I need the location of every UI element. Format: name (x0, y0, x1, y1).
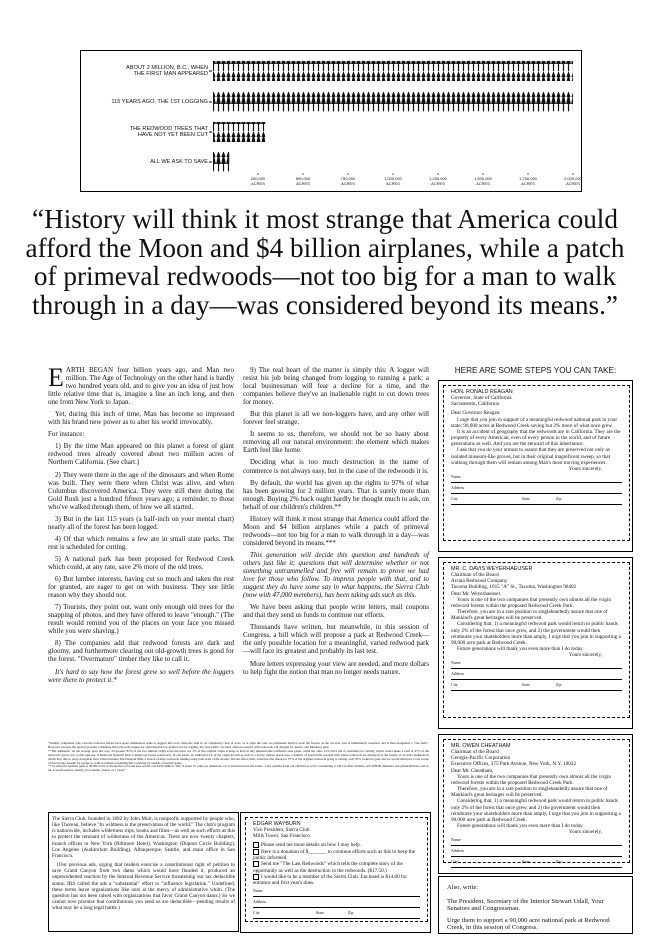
article-column-1 (48, 363, 234, 688)
reagan-para-1: I urge that you join in support of a meaningful redwood national park in your state: 90,000 acres at Redwood Creek saving but 2% more of what once grew. (451, 416, 618, 429)
weyerhaeuser-recipient: MR. C. DAVIS WEYERHAEUSER (451, 566, 533, 572)
col1-para-9: 6) But lumber interests, having cut so much and taken the rest for granted, are eager to get on with business. They see little reason why they should not. (48, 575, 234, 600)
weyerhaeuser-para-3: Considering that, 1) a meaningful redwood park would return to public hands only 2% of the forest that once grew, and 2) the government would then reimburse your shareholders more than amply, I urge that you join in supporting a 90,000 acre park at Redwood Creek. (451, 621, 621, 646)
reagan-signoff: Yours sincerely, (568, 465, 602, 472)
row-label-4 (83, 159, 208, 166)
weyerhaeuser-company: Arcata Redwood Company (451, 578, 508, 585)
weyerhaeuser-para-1: Yours is one of the two companies that presently own almost all the virgin redwood forests within the proposed Redwood Creek Park. (451, 596, 611, 609)
state-label: State (521, 496, 530, 502)
redwood-acreage-chart (80, 50, 582, 192)
weyerhaeuser-para-4: Future generations will thank you even more than I do today. (457, 646, 584, 653)
also-write-box (438, 876, 633, 934)
col2-para-1: 9) The real heart of the matter is simply this: A logger will resist his job being changed from logging to running a park; a local businessman will fear a decline for a time, and the companies believe they've an inalienable right to cut down trees for money. (243, 366, 429, 407)
tick-unit: ACRES (566, 180, 580, 186)
weyerhaeuser-address-field[interactable] (451, 671, 622, 680)
weyerhaeuser-address: Tacoma Building, 1015 "A" St., Tacoma, Washington 98402 (451, 584, 577, 591)
zip-label: Zip (555, 859, 562, 865)
col1-para-11: 8) The companies add that redwood forests are dark and gloomy, and furthermore clearing out old-growth trees is good for the forest. "Overmature" timber they like to call it. (48, 639, 234, 664)
weyerhaeuser-title: Chairman of the Board (451, 572, 499, 579)
weyerhaeuser-signoff: Yours sincerely, (568, 652, 602, 659)
sierra-club-info-box (48, 812, 239, 932)
footnotes (48, 742, 429, 773)
address-label: Address (253, 899, 267, 905)
weyerhaeuser-coupon[interactable] (443, 562, 630, 718)
cheatham-name-field[interactable] (451, 837, 622, 846)
tick-unit: ACRES (521, 180, 535, 186)
col1-para-1: ARTH BEGAN four billion years ago, and Man two million. The Age of Technology on the other hand is hardly two hundred years old, and to give you an idea of just how little relative time that is, imagine a line an inch long, and then one from New York to Japan. (48, 366, 234, 407)
reagan-address: Sacramento, California (451, 401, 500, 408)
tick-label-3 (331, 177, 365, 186)
col2-para-3: It seems to us, therefore, we should not be so hasty about removing all our natural environment: the element which makes Earth feel like home. (243, 430, 429, 455)
option-donation: Here is a donation of $ (261, 849, 309, 855)
reagan-coupon[interactable] (443, 385, 630, 541)
tick-unit: ACRES (386, 180, 400, 186)
state-label: State (521, 859, 530, 865)
col2-para-6: History will think it most strange that America could afford the Moon and $4 billion airplanes while a patch of primeval redwoods—not too big for a man to walk through in a day—was considered beyond its means.*** (243, 514, 429, 547)
reagan-address-field[interactable] (451, 485, 622, 494)
row-label-3 (83, 126, 208, 139)
sierra-para-2: (Our previous ads, urging that readers exercise a constitutional right of petition to save Grand Canyon from two dams which would have flooded it, produced an unprecedented reaction by the Internal Revenue Service threatening our tax deductible status. IRS called the ads a "substantial" effort to "influence legislation." Undefined, these terms leave organizations like ours at the mercy of administrative whim. (The question has not been raised with organizations that favor Grand Canyon dams.) So we cannot now promise that contributions you send us are deductible—pending results of what may be a long legal battle.) (52, 862, 235, 912)
col1-para-3: For instance: (48, 430, 85, 439)
name-label: Name (451, 474, 461, 480)
footnote-2: **The arithmetic, on the acreage goes this way: At present, 85% of the two million virgin acres has been cut. 3% of the original virgin acreage is held in tiny museum-like California state parks, while the other 12% that's left is scheduled for cutting; which would make a total of 97% of the redwoods given over to that purpose. A Redwood National Park at Redwood Creek would save, in one forest, an additional 2% of the virgin growth as well as a lovely, remote beach area, a number of spectacular wooded hills where redwoods are displayed in the variety of growth conditions in which they thrive; and a navigable river which includes The Emerald Mile, a stretch of huge redwoods running along both sides of the stream. The net effect, then, would be that instead of 97% of the original redwoods going to cutting, only 95% would be gone and we would then have a real sweep of forest large enough for people to walk in without it seeming like a parking lot outside a baseball game. (48, 748, 429, 765)
wayburn-address: Mills Tower, San Francisco (253, 833, 310, 840)
city-label: City (253, 910, 260, 916)
state-label: State (521, 682, 530, 688)
reagan-salutation: Dear Governor Reagan: (451, 410, 501, 417)
reagan-title: Governor, State of California (451, 395, 512, 402)
weyerhaeuser-name-field[interactable] (451, 660, 622, 669)
city-label: City (451, 859, 458, 865)
reagan-name-field[interactable] (451, 474, 622, 483)
col2-para-7: This generation will decide this question and hundreds of others just like it; questions that will determine whether or not something untrammelled and free will remain to prove we had love for those who follow. To impress people with that, and to suggest they do have some say in what happens, the Sierra Club (now with 47,000 members), has been taking ads such as this. (243, 550, 429, 600)
tick-label-1 (241, 177, 275, 186)
tick-value: 1,750,000 (519, 176, 537, 181)
tick-unit: ACRES (431, 180, 445, 186)
col1-para-10: 7) Tourists, they point out, want only enough old trees for the snapping of photos, and they have offered to leave "enough." (The result would remind you of the places on your face you missed while you were shaving.) (48, 603, 234, 636)
col2-para-2: But this planet is all we non-loggers have, and any other will forever feel strange. (243, 410, 429, 427)
wayburn-coupon[interactable]: EDGAR WAYBURN Vice President, Sierra Club Mills Tower, San Francisco Please send me more details on how I may help. Here is a donation of $_______ to continue efforts such as this to keep the public informed. Send me "The Last Redwoods" which tells the complete story of the opportunity as well as the destruction in the redwoods. ($17.50.) I would like to be a member of the Sierra Club. Enclosed is $14.00 for entrance and first year's dues. Name Address City State Zip (245, 817, 428, 922)
tick-value: 1,500,000 (474, 176, 492, 181)
steps-heading: HERE ARE SOME STEPS YOU CAN TAKE: (454, 366, 617, 375)
option-donation-continued: to continue efforts such as this to keep the public informed. (253, 849, 416, 862)
checkbox-membership[interactable] (253, 874, 259, 880)
option-last-redwoods: Send me "The Last Redwoods" which tells the complete story of the opportunity as well as the destruction in the redwoods. ($17.50.) (253, 861, 403, 874)
tick-label-7 (511, 177, 545, 186)
also-write-para-1: The President, Secretary of the Interior Stewart Udall, Your Senators and Congressman. (447, 897, 604, 913)
wayburn-name-field[interactable] (253, 888, 420, 897)
col1-para-12: It's hard to say how the forest grew so well before the loggers were there to protect it.* (48, 667, 234, 684)
name-label: Name (451, 837, 461, 843)
row-label-line: 115 YEARS AGO, THE 1ST LOGGING (111, 98, 208, 105)
zip-label: Zip (555, 496, 562, 502)
wayburn-coupon-frame (240, 812, 431, 933)
tick-value: 2,000,000 (564, 176, 582, 181)
tick-unit: ACRES (251, 180, 265, 186)
checkbox-donation[interactable] (253, 849, 259, 855)
wayburn-name: EDGAR WAYBURN (253, 821, 301, 827)
sierra-para-1: The Sierra Club, founded in 1892 by John Muir, is nonprofit, supported by people who, like Thoreau, believe "In wildness is the preservation of the world." The club's program is nationwide, includes wilderness trips, books and films—as well as such efforts as this to protect the remnant of wilderness of the Americas. There are now twenty chapters, branch offices in New York (Biltmore Hotel), Washington (Dupont Circle Building), Los Angeles (Auditorium Building), Albuquerque, Seattle, and main office in San Francisco. (52, 816, 235, 859)
wayburn-city-field[interactable] (253, 910, 420, 919)
checkbox-last-redwoods[interactable] (253, 861, 259, 867)
also-write-para-2: Urge them to support a 90,000 acre national park at Redwood Creek, in this session of Congress. (447, 916, 610, 932)
col2-para-8: We have been asking that people write letters, mail coupons and that they send us funds to continue our efforts. (243, 603, 429, 620)
col1-para-6: 3) But in the last 115 years (a half-inch on your mental chart) nearly all of the forest has been logged. (48, 514, 234, 531)
bar-2 (213, 92, 573, 112)
bar-4 (213, 152, 229, 172)
address-label: Address (451, 485, 465, 491)
cheatham-city-field[interactable] (451, 859, 622, 868)
tick-unit: ACRES (476, 180, 490, 186)
reagan-para-3: I ask that you do your utmost to assure that they are preserved not only as isolated museum-like groves, but in their original magnificent sweep, so that walking through them will remain among Man's most moving experiences. (451, 447, 611, 466)
zip-label: Zip (555, 682, 562, 688)
cheatham-para-2: Therefore, you are in a rare position to singlehandedly assure that one of Mankind's great heritages will be preserved. (451, 786, 608, 799)
cheatham-address: Executive Offices, 375 Park Avenue, New York, N.Y. 10022 (451, 761, 577, 768)
weyerhaeuser-coupon-frame (438, 557, 633, 729)
tick-label-5 (421, 177, 455, 186)
cheatham-address-field[interactable] (451, 848, 622, 857)
col2-para-10: More letters expressing your view are needed, and more dollars to help fight the notion that man no longer needs nature. (243, 659, 429, 676)
footnote-3: ***A redwood national park of 90,000 acres in the Redwood Creek area would cost $150 million. That is about 75 cents per American. Or, it amortized into the future, a few pennies from our children as well. Considering it will last their lifetime, and THEIR children's and grandchildren's and so on, it would seem to qualify, in economic jargon, as a "steal." (48, 764, 429, 773)
row-label-2 (83, 99, 208, 106)
tick-label-6 (466, 177, 500, 186)
city-label: City (451, 496, 458, 502)
reagan-coupon-frame (438, 380, 633, 552)
weyerhaeuser-para-2: Therefore, you are in a rare position to singlehandedly assure that one of Mankind's great heritages will be preserved. (451, 609, 608, 622)
col2-para-4: Deciding what is too much destruction in the name of commerce is not always easy, but in the case of the redwoods it is. (243, 458, 429, 475)
tick-label-2 (286, 177, 320, 186)
col2-para-5: By default, the world has given up the rights to 97% of what has been growing for 2 million years. That is surely more than enough. Buying 2% back ought hardly be thought much to ask, on behalf of our children's children.** (243, 478, 429, 511)
weyerhaeuser-salutation: Dear Mr. Weyerhaeuser, (451, 590, 502, 597)
row-label-line: THE REDWOOD TREES THAT (129, 125, 208, 132)
cheatham-para-3: Considering that, 1) a meaningful redwood park would return to public hands only 2% of the forest that once grew, and 2) the government would then reimburse your shareholders more than amply, I urge that you join in supporting a 90,000 acre park at Redwood Creek. (451, 798, 621, 823)
also-write-title: Also, write: (447, 884, 479, 891)
bar-1 (213, 61, 573, 81)
cheatham-coupon-frame (438, 734, 633, 874)
col1-para-2: Yet, during this inch of time, Man has become so impressed with his brand new power as to alter his world irrevocably. (48, 410, 234, 427)
tick-label-4 (376, 177, 410, 186)
reagan-para-2: It is an accident of geography that the redwoods are in California. They are the property of every American, even of every person in the world, and of future generations as well. And you are the steward of this inheritance. (451, 428, 621, 448)
article-column-2 (243, 366, 429, 680)
address-label: Address (451, 671, 465, 677)
col2-para-9: Thousands have written, but meanwhile, in this session of Congress, a bill which will propose a park at Redwood Creek—the only possible location for a meaningful, varied redwood park—will face its greatest and probably its last test. (243, 623, 429, 656)
cheatham-para-4: Future generations will thank you even more than I do today. (457, 823, 584, 830)
row-label-line: THE FIRST MAN APPEARED (133, 71, 208, 77)
drop-cap: E (48, 363, 64, 392)
weyerhaeuser-city-field[interactable] (451, 682, 622, 691)
tick-value: 750,000 (340, 176, 356, 181)
footnote-1: *Lumber companies who own the redwood forests have spent tremendous sums to suggest that even when the land is cut completely clear of trees, as is often the case, no permanent harm is done the forests; as the cut-over area is immediately reseeded, and is then designated a "tree farm." However, because the special growing conditions that redwoods require are often impaired by modern tractor logging, the "tree farms" are most often not seeded with redwoods, but douglas fir, spruce, and Monterey pine. (48, 741, 429, 749)
col1-para-4: 1) By the time Man appeared on this planet a forest of giant redwood trees already covered about two million acres of Northern California. (See chart.) (48, 442, 234, 467)
zip-label: Zip (347, 910, 354, 916)
cheatham-para-1: Yours is one of the two companies that presently own almost all the virgin redwood forests within the proposed Redwood Creek Park. (451, 773, 611, 786)
cheatham-signoff: Yours sincerely, (568, 829, 602, 836)
tick-unit: ACRES (296, 180, 310, 186)
wayburn-title: Vice President, Sierra Club (253, 827, 310, 834)
cheatham-coupon[interactable] (443, 739, 630, 863)
address-label: Address (451, 848, 465, 854)
bar-3 (213, 122, 265, 142)
checkbox-more-details[interactable] (253, 842, 259, 848)
option-more-details: Please send me more details on how I may help. (261, 842, 361, 849)
tick-label-8 (556, 177, 590, 186)
cheatham-company: Georgia-Pacific Corporation (451, 755, 511, 762)
name-label: Name (451, 660, 461, 666)
reagan-city-field[interactable] (451, 496, 622, 505)
row-label-line: HAVE NOT YET BEEN CUT (137, 132, 208, 138)
cheatham-salutation: Dear Mr. Cheatham, (451, 767, 494, 774)
name-label: Name (253, 888, 263, 894)
col1-para-7: 4) Of that which remains a few are in small state parks. The rest is scheduled for cutting. (48, 534, 234, 551)
option-membership: I would like to be a member of the Sierra Club. Enclosed is $14.00 for entrance and first year's dues. (253, 874, 408, 887)
state-label: State (315, 910, 324, 916)
row-label-line: ABOUT 2 MILLION, B.C., WHEN (126, 64, 208, 71)
cheatham-title: Chairman of the Board (451, 749, 499, 756)
headline-quote: “History will think it most strange that America could afford the Moon and $4 billion airplanes, while a patch of primeval redwoods—not too big for a man to walk through in a day—was considered beyond its means.” (25, 204, 625, 320)
tick-unit: ACRES (341, 180, 355, 186)
col1-para-8: 5) A national park has been proposed for Redwood Creek which could, at any rate, save 2% more of the old trees. (48, 554, 234, 571)
reagan-recipient: HON. RONALD REAGAN (451, 389, 513, 395)
tick-value: 250,000 (250, 176, 266, 181)
row-label-line: ALL WE ASK TO SAVE (150, 158, 208, 165)
tick-value: 1,250,000 (429, 176, 447, 181)
tick-value: 1,000,000 (384, 176, 402, 181)
row-label-1 (83, 65, 208, 78)
wayburn-address-field[interactable] (253, 899, 420, 908)
city-label: City (451, 682, 458, 688)
tick-value: 500,000 (295, 176, 311, 181)
cheatham-recipient: MR. OWEN CHEATHAM (451, 743, 511, 749)
col1-para-5: 2) They were there in the age of the dinosaurs and when Rome was built. They were there when Christ was alive, and when Columbus discovered America. They were still there during the Gold Rush just a hundred fifteen years ago; a reminder, to those who've walked through them, of how we all started. (48, 470, 234, 511)
